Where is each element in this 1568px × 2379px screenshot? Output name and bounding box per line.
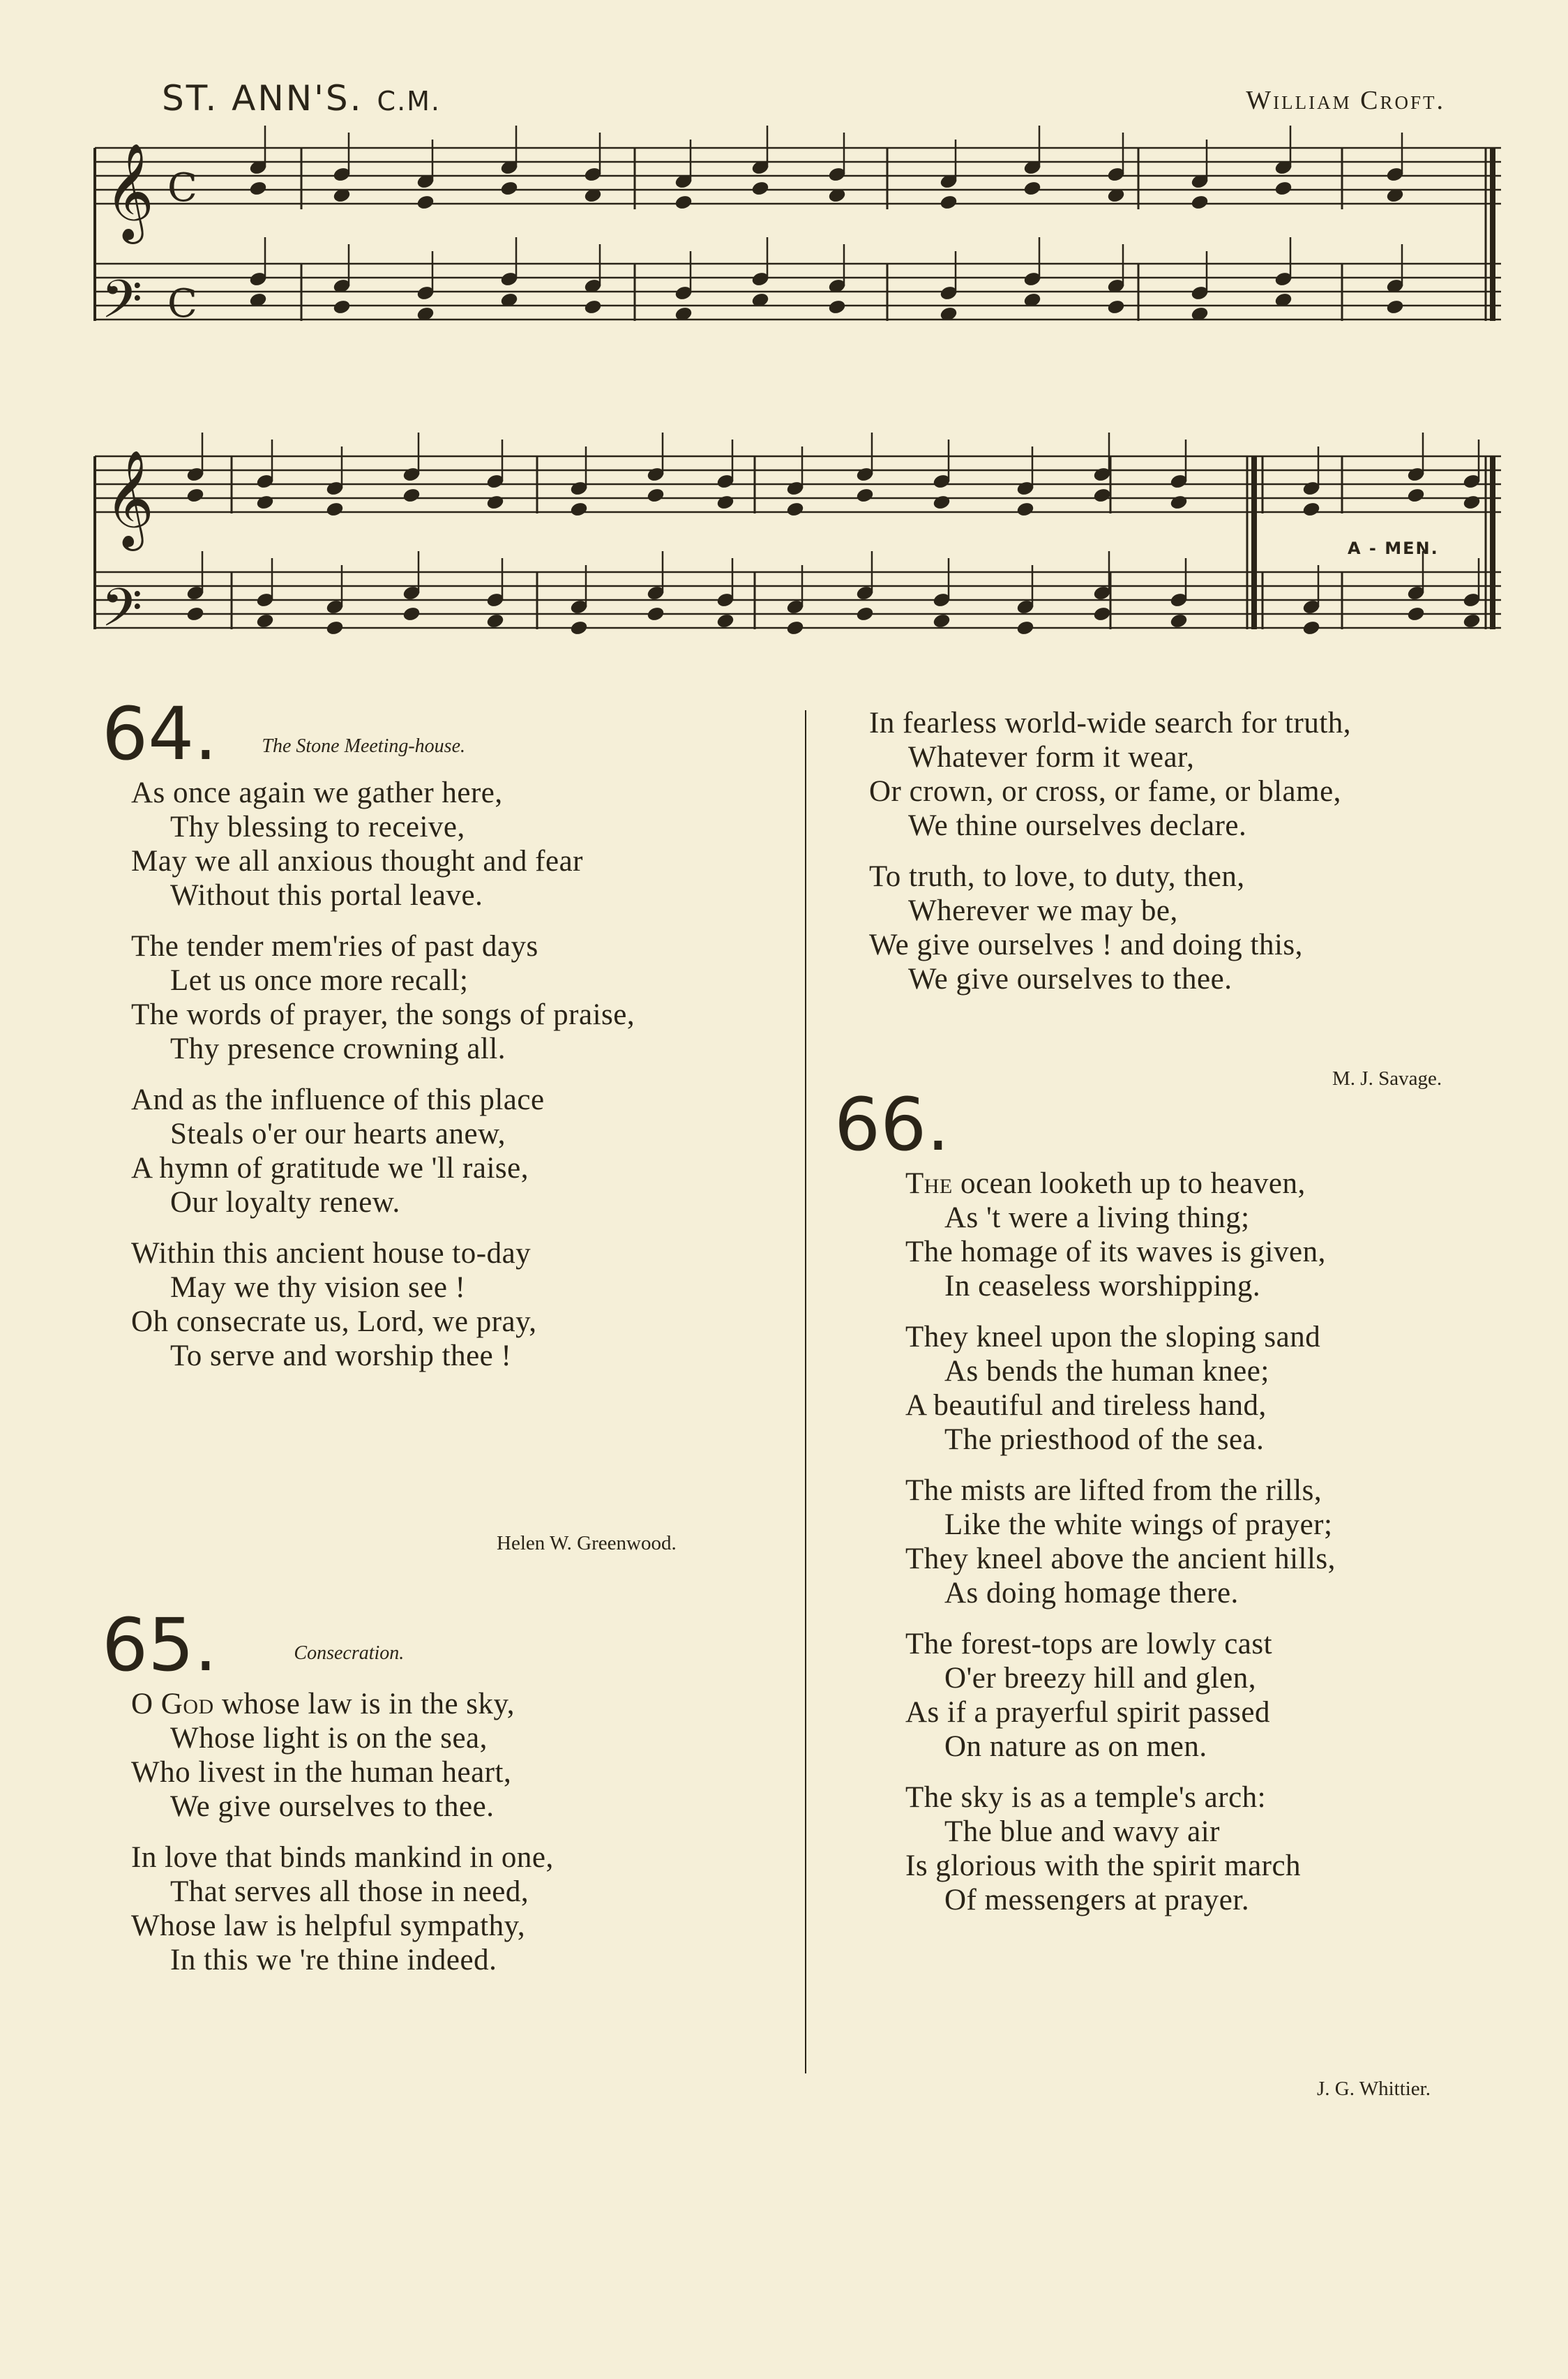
- verse-line: Without this portal leave.: [170, 879, 483, 912]
- verse-line: And as the influence of this place: [131, 1083, 545, 1116]
- stanza: [131, 1236, 635, 1373]
- note-head: [326, 620, 344, 636]
- note-head: [402, 488, 421, 504]
- svg-text:𝄞: 𝄞: [105, 450, 154, 547]
- verse-line: The priesthood of the sea.: [944, 1423, 1265, 1456]
- note-head: [486, 613, 504, 629]
- note-head: [716, 495, 734, 511]
- note-head: [1463, 613, 1481, 629]
- verse-line: A hymn of gratitude we 'll raise,: [131, 1152, 529, 1185]
- note-head: [647, 488, 665, 504]
- verse-line: Of messengers at prayer.: [944, 1884, 1250, 1916]
- verse-line: They kneel above the ancient hills,: [905, 1543, 1336, 1575]
- stanza: [131, 1687, 554, 1824]
- amen-lyric: A - MEN.: [1348, 539, 1439, 558]
- note-head: [1302, 502, 1320, 518]
- hymn-number: 66.: [834, 1082, 950, 1167]
- note-head: [570, 502, 588, 518]
- note-head: [1023, 181, 1041, 197]
- stanza: [869, 860, 1351, 996]
- note-head: [751, 181, 769, 197]
- verse-line: The homage of its waves is given,: [905, 1236, 1326, 1268]
- note-head: [584, 299, 602, 315]
- verse-line: The tender mem'ries of past days: [131, 930, 538, 963]
- verse-line: A beautiful and tireless hand,: [905, 1389, 1267, 1422]
- note-head: [1170, 613, 1188, 629]
- verse-line: Thy blessing to receive,: [170, 811, 465, 843]
- note-head: [1274, 181, 1292, 197]
- column-divider: [805, 710, 806, 2073]
- tune-name: ST. ANN'S.: [162, 78, 363, 119]
- verse-line: May we thy vision see !: [170, 1271, 466, 1304]
- note-head: [186, 488, 204, 504]
- svg-text:C: C: [167, 165, 197, 211]
- verse-line: As bends the human knee;: [944, 1355, 1269, 1388]
- svg-text:𝄢: 𝄢: [101, 269, 143, 343]
- hymn-65-continued: [869, 706, 1351, 996]
- verse-line: We give ourselves to thee.: [908, 963, 1232, 996]
- hymn-author: M. J. Savage.: [1332, 1067, 1442, 1090]
- note-head: [402, 606, 421, 622]
- verse-line: We give ourselves ! and doing this,: [869, 929, 1303, 961]
- hymn-number: 65.: [102, 1603, 218, 1688]
- verse-line: Whose light is on the sea,: [170, 1722, 488, 1755]
- note-head: [674, 195, 693, 211]
- verse-line: Like the white wings of prayer;: [944, 1508, 1333, 1541]
- note-head: [1016, 620, 1034, 636]
- verse-line: As once again we gather here,: [131, 776, 503, 809]
- note-head: [933, 495, 951, 511]
- verse-line: Or crown, or cross, or fame, or blame,: [869, 775, 1341, 808]
- stanza: [131, 1840, 554, 1977]
- note-head: [1191, 195, 1209, 211]
- note-head: [1463, 495, 1481, 511]
- note-head: [716, 613, 734, 629]
- music-score: [0, 0, 1568, 698]
- note-head: [249, 181, 267, 197]
- verse-line: The forest-tops are lowly cast: [905, 1628, 1273, 1660]
- note-head: [647, 606, 665, 622]
- hymn-65: [102, 1603, 554, 1994]
- verse-line: To truth, to love, to duty, then,: [869, 860, 1245, 893]
- note-head: [1170, 495, 1188, 511]
- verse-line: Whatever form it wear,: [908, 741, 1195, 774]
- hymn-text: [905, 1166, 1336, 1917]
- verse-line: Let us once more recall;: [170, 964, 469, 997]
- stanza: [131, 776, 635, 913]
- stanza: [905, 1473, 1336, 1610]
- verse-line: On nature as on men.: [944, 1730, 1207, 1763]
- verse-line: May we all anxious thought and fear: [131, 845, 583, 878]
- verse-line: The ocean looketh up to heaven,: [905, 1167, 1306, 1200]
- verse-line: In this we 're thine indeed.: [170, 1944, 497, 1976]
- verse-line: As if a prayerful spirit passed: [905, 1696, 1270, 1729]
- stanza: [869, 706, 1351, 843]
- note-head: [333, 299, 351, 315]
- verse-line: To serve and worship thee !: [170, 1339, 512, 1372]
- note-head: [326, 502, 344, 518]
- verse-line: Steals o'er our hearts anew,: [170, 1118, 506, 1150]
- verse-line: Wherever we may be,: [908, 894, 1178, 927]
- svg-text:C: C: [167, 281, 197, 327]
- verse-line: Oh consecrate us, Lord, we pray,: [131, 1305, 537, 1338]
- verse-line: O God whose law is in the sky,: [131, 1688, 515, 1720]
- note-head: [940, 195, 958, 211]
- note-head: [256, 495, 274, 511]
- hymn-text: [131, 776, 635, 1373]
- stanza: [131, 929, 635, 1066]
- stanza: [905, 1320, 1336, 1457]
- verse-line: Whose law is helpful sympathy,: [131, 1909, 526, 1942]
- note-head: [1016, 502, 1034, 518]
- treble-clef-icon: [105, 143, 154, 551]
- note-head: [828, 299, 846, 315]
- verse-line: Who livest in the human heart,: [131, 1756, 512, 1789]
- hymn-author: J. G. Whittier.: [1317, 2078, 1431, 2100]
- time-signature: [167, 165, 197, 327]
- note-head: [1107, 299, 1125, 315]
- note-head: [856, 606, 874, 622]
- note-head: [786, 502, 804, 518]
- stanza: [905, 1780, 1336, 1917]
- note-head: [1407, 488, 1425, 504]
- hymn-66: [834, 1082, 1336, 1917]
- verse-line: In love that binds mankind in one,: [131, 1841, 554, 1874]
- composer-name: William Croft.: [1246, 86, 1445, 115]
- hymn-title: The Stone Meeting-house.: [262, 735, 465, 757]
- verse-line: In ceaseless worshipping.: [944, 1270, 1261, 1303]
- note-head: [1093, 606, 1111, 622]
- note-head: [1302, 620, 1320, 636]
- note-head: [856, 488, 874, 504]
- verse-line: In fearless world-wide search for truth,: [869, 707, 1352, 740]
- note-head: [1386, 299, 1404, 315]
- note-head: [486, 495, 504, 511]
- verse-line: Within this ancient house to-day: [131, 1237, 532, 1270]
- note-head: [256, 613, 274, 629]
- note-head: [933, 613, 951, 629]
- verse-line: As 't were a living thing;: [944, 1201, 1250, 1234]
- hymn-64: [102, 691, 635, 1373]
- note-head: [786, 620, 804, 636]
- svg-text:𝄢: 𝄢: [101, 577, 143, 652]
- note-head: [416, 195, 435, 211]
- hymn-title: Consecration.: [294, 1642, 405, 1664]
- verse-line: Our loyalty renew.: [170, 1186, 400, 1219]
- tune-meter: C.M.: [377, 86, 442, 117]
- verse-line: As doing homage there.: [944, 1577, 1239, 1609]
- verse-line: The blue and wavy air: [944, 1815, 1220, 1848]
- verse-line: Is glorious with the spirit march: [905, 1849, 1302, 1882]
- verse-line: The sky is as a temple's arch:: [905, 1781, 1267, 1814]
- hymn-author: Helen W. Greenwood.: [497, 1532, 677, 1554]
- stanza: [905, 1166, 1336, 1303]
- verse-line: They kneel upon the sloping sand: [905, 1321, 1321, 1353]
- verse-line: That serves all those in need,: [170, 1875, 529, 1908]
- hymn-number: 64.: [102, 691, 218, 776]
- verse-line: The mists are lifted from the rills,: [905, 1474, 1322, 1507]
- hymn-text: [131, 1687, 554, 1977]
- verse-line: The words of prayer, the songs of praise,: [131, 998, 635, 1031]
- verse-line: We give ourselves to thee.: [170, 1790, 495, 1823]
- note-head: [500, 181, 518, 197]
- stanza: [131, 1083, 635, 1219]
- note-head: [570, 620, 588, 636]
- note-head: [1093, 488, 1111, 504]
- verse-line: O'er breezy hill and glen,: [944, 1662, 1256, 1695]
- note-head: [1407, 606, 1425, 622]
- verse-line: We thine ourselves declare.: [908, 809, 1247, 842]
- svg-text:𝄞: 𝄞: [105, 143, 154, 240]
- note-head: [186, 606, 204, 622]
- stanza: [905, 1627, 1336, 1764]
- verse-line: Thy presence crowning all.: [170, 1033, 506, 1065]
